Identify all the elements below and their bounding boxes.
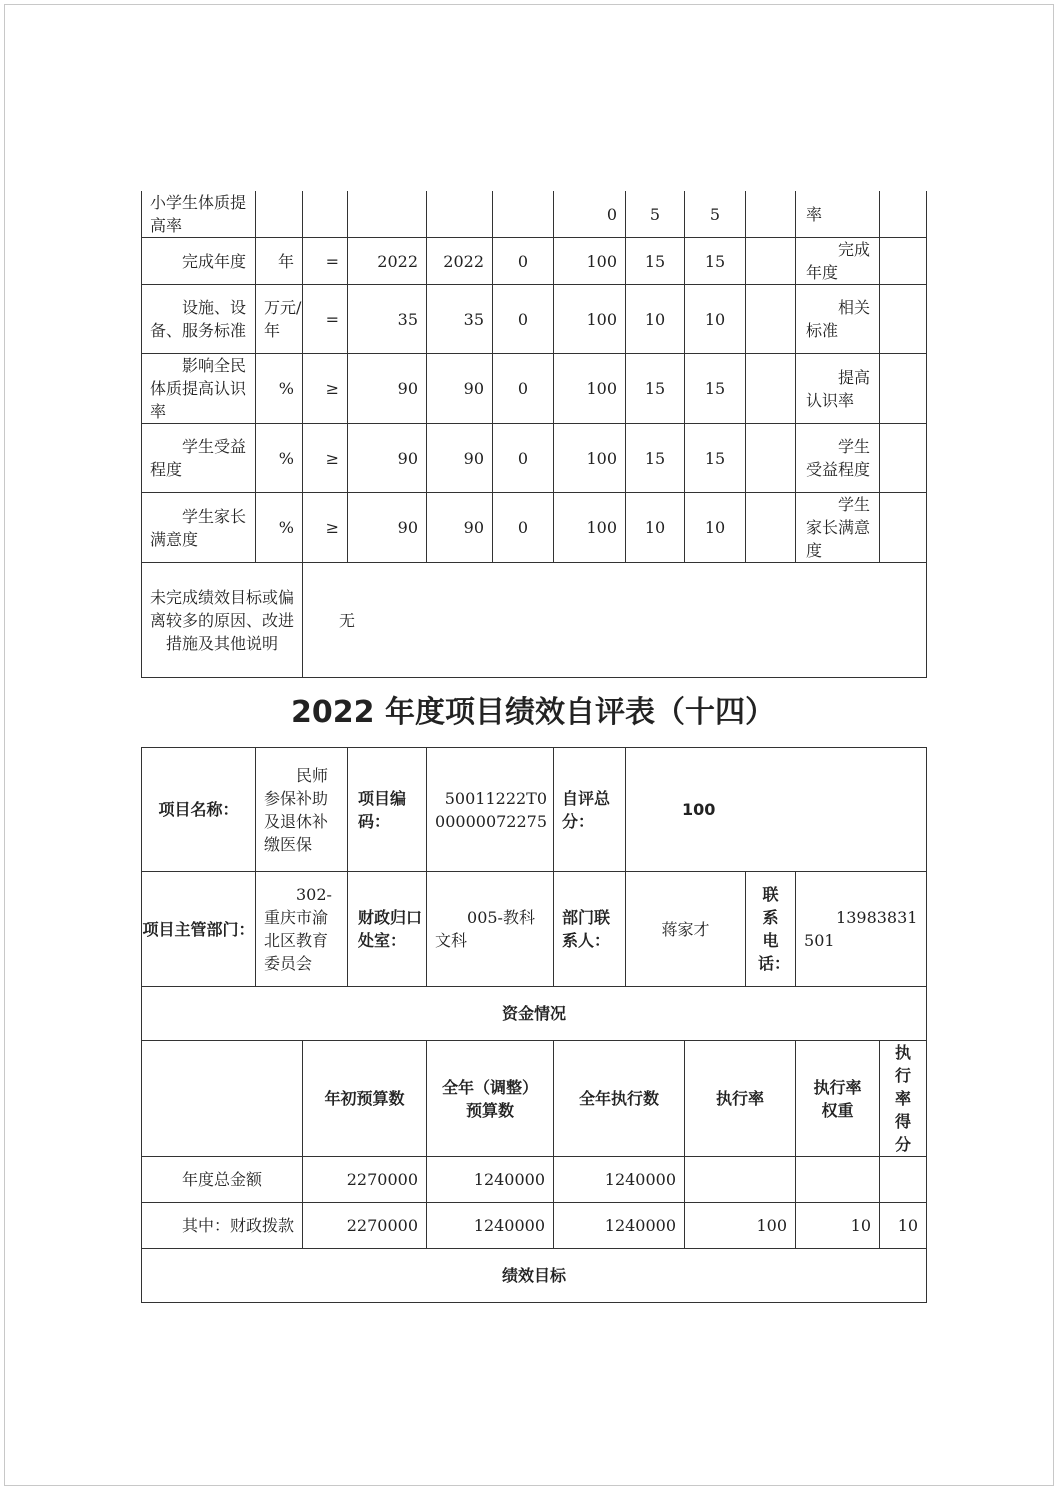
phone-label: 联系电话：: [746, 872, 796, 987]
indicator-name: 学生受益程度: [142, 424, 256, 493]
target-value: 90: [348, 424, 427, 493]
funds-section-row: [142, 987, 927, 1041]
actual-value: 90: [427, 424, 493, 493]
unit: %: [256, 493, 303, 563]
indicator-row: [142, 238, 927, 285]
indicator-name: 小学生体质提高率: [142, 191, 256, 238]
deviation: 0: [493, 493, 554, 563]
indicator-row: [142, 285, 927, 354]
actual-value: 90: [427, 354, 493, 424]
project-code-value: 50011222T000000072275: [427, 748, 554, 872]
adjusted-budget-value: 1240000: [427, 1203, 554, 1249]
weight: 15: [626, 354, 685, 424]
funds-header: 全年（调整）预算数: [427, 1041, 554, 1157]
full-score: 0: [554, 191, 626, 238]
self-score-value: 100: [626, 748, 927, 872]
deviation: 0: [493, 285, 554, 354]
page-title: 2022 年度项目绩效自评表（十四）: [291, 695, 775, 730]
phone-value: 13983831501: [796, 872, 927, 987]
operator: =: [303, 285, 348, 354]
funds-row-label: 年度总金额: [142, 1157, 303, 1203]
project-row-2: [142, 872, 927, 987]
indicator-desc: 学生家长满意度: [796, 493, 880, 563]
funds-section-label: 资金情况: [142, 987, 927, 1041]
rate-weight: [796, 1157, 880, 1203]
score: 15: [685, 238, 746, 285]
project-name-value: 民师参保补助及退休补缴医保: [256, 748, 348, 872]
executed-value: 1240000: [554, 1157, 685, 1203]
indicator-desc: 率: [796, 191, 880, 238]
funds-row: [142, 1203, 927, 1249]
actual-value: 35: [427, 285, 493, 354]
budget-value: 2270000: [303, 1203, 427, 1249]
score: 10: [685, 493, 746, 563]
reason-value: 无: [303, 563, 927, 678]
unit: 年: [256, 238, 303, 285]
reason-label: 未完成绩效目标或偏离较多的原因、改进措施及其他说明: [142, 563, 303, 678]
weight: 15: [626, 238, 685, 285]
project-row-1: [142, 748, 927, 872]
indicator-name: 影响全民体质提高认识率: [142, 354, 256, 424]
project-name-label: 项目名称：: [142, 748, 256, 872]
dept-label: 项目主管部门：: [142, 872, 256, 987]
weight: 10: [626, 493, 685, 563]
funds-row-label: 其中：财政拨款: [142, 1203, 303, 1249]
full-score: 100: [554, 354, 626, 424]
deviation: 0: [493, 238, 554, 285]
budget-value: 2270000: [303, 1157, 427, 1203]
target-value: 35: [348, 285, 427, 354]
target-value: 90: [348, 354, 427, 424]
rate-score: 10: [880, 1203, 927, 1249]
reason-row: [142, 563, 927, 678]
funds-header: 全年执行数: [554, 1041, 685, 1157]
self-score-label: 自评总分：: [554, 748, 626, 872]
execution-rate: 100: [685, 1203, 796, 1249]
goal-section-row: [142, 1249, 927, 1303]
operator: ≥: [303, 354, 348, 424]
funds-header: 执行率: [685, 1041, 796, 1157]
funds-header: 年初预算数: [303, 1041, 427, 1157]
operator: ≥: [303, 424, 348, 493]
funds-header: 执行率权重: [796, 1041, 880, 1157]
indicator-desc: 相关标准: [796, 285, 880, 354]
indicator-row: [142, 424, 927, 493]
indicator-row: [142, 493, 927, 563]
contact-label: 部门联系人：: [554, 872, 626, 987]
full-score: 100: [554, 424, 626, 493]
unit: %: [256, 354, 303, 424]
project-table: [141, 747, 927, 1303]
indicator-desc: 提高认识率: [796, 354, 880, 424]
actual-value: 2022: [427, 238, 493, 285]
full-score: 100: [554, 285, 626, 354]
deviation: 0: [493, 354, 554, 424]
weight: 10: [626, 285, 685, 354]
operator: =: [303, 238, 348, 285]
indicator-desc: 完成年度: [796, 238, 880, 285]
funds-header-row: [142, 1041, 927, 1157]
actual-value: 90: [427, 493, 493, 563]
score: 5: [685, 191, 746, 238]
score: 15: [685, 424, 746, 493]
project-code-label: 项目编码：: [348, 748, 427, 872]
funds-header: 执行率得分: [880, 1041, 927, 1157]
dept-value: 302-重庆市渝北区教育委员会: [256, 872, 348, 987]
rate-score: [880, 1157, 927, 1203]
funds-row: [142, 1157, 927, 1203]
operator: ≥: [303, 493, 348, 563]
full-score: 100: [554, 238, 626, 285]
indicator-row: [142, 354, 927, 424]
unit: 万元/年: [256, 285, 303, 354]
indicator-row: [142, 191, 927, 238]
full-score: 100: [554, 493, 626, 563]
executed-value: 1240000: [554, 1203, 685, 1249]
adjusted-budget-value: 1240000: [427, 1157, 554, 1203]
office-label: 财政归口处室：: [348, 872, 427, 987]
score: 10: [685, 285, 746, 354]
execution-rate: [685, 1157, 796, 1203]
rate-weight: 10: [796, 1203, 880, 1249]
deviation: 0: [493, 424, 554, 493]
goal-section-label: 绩效目标: [142, 1249, 927, 1303]
target-value: 2022: [348, 238, 427, 285]
target-value: 90: [348, 493, 427, 563]
contact-value: 蒋家才: [626, 872, 746, 987]
indicator-name: 设施、设备、服务标准: [142, 285, 256, 354]
weight: 15: [626, 424, 685, 493]
indicator-table: [141, 191, 927, 678]
score: 15: [685, 354, 746, 424]
weight: 5: [626, 191, 685, 238]
indicator-name: 完成年度: [142, 238, 256, 285]
office-value: 005-教科文科: [427, 872, 554, 987]
indicator-name: 学生家长满意度: [142, 493, 256, 563]
unit: %: [256, 424, 303, 493]
indicator-desc: 学生受益程度: [796, 424, 880, 493]
